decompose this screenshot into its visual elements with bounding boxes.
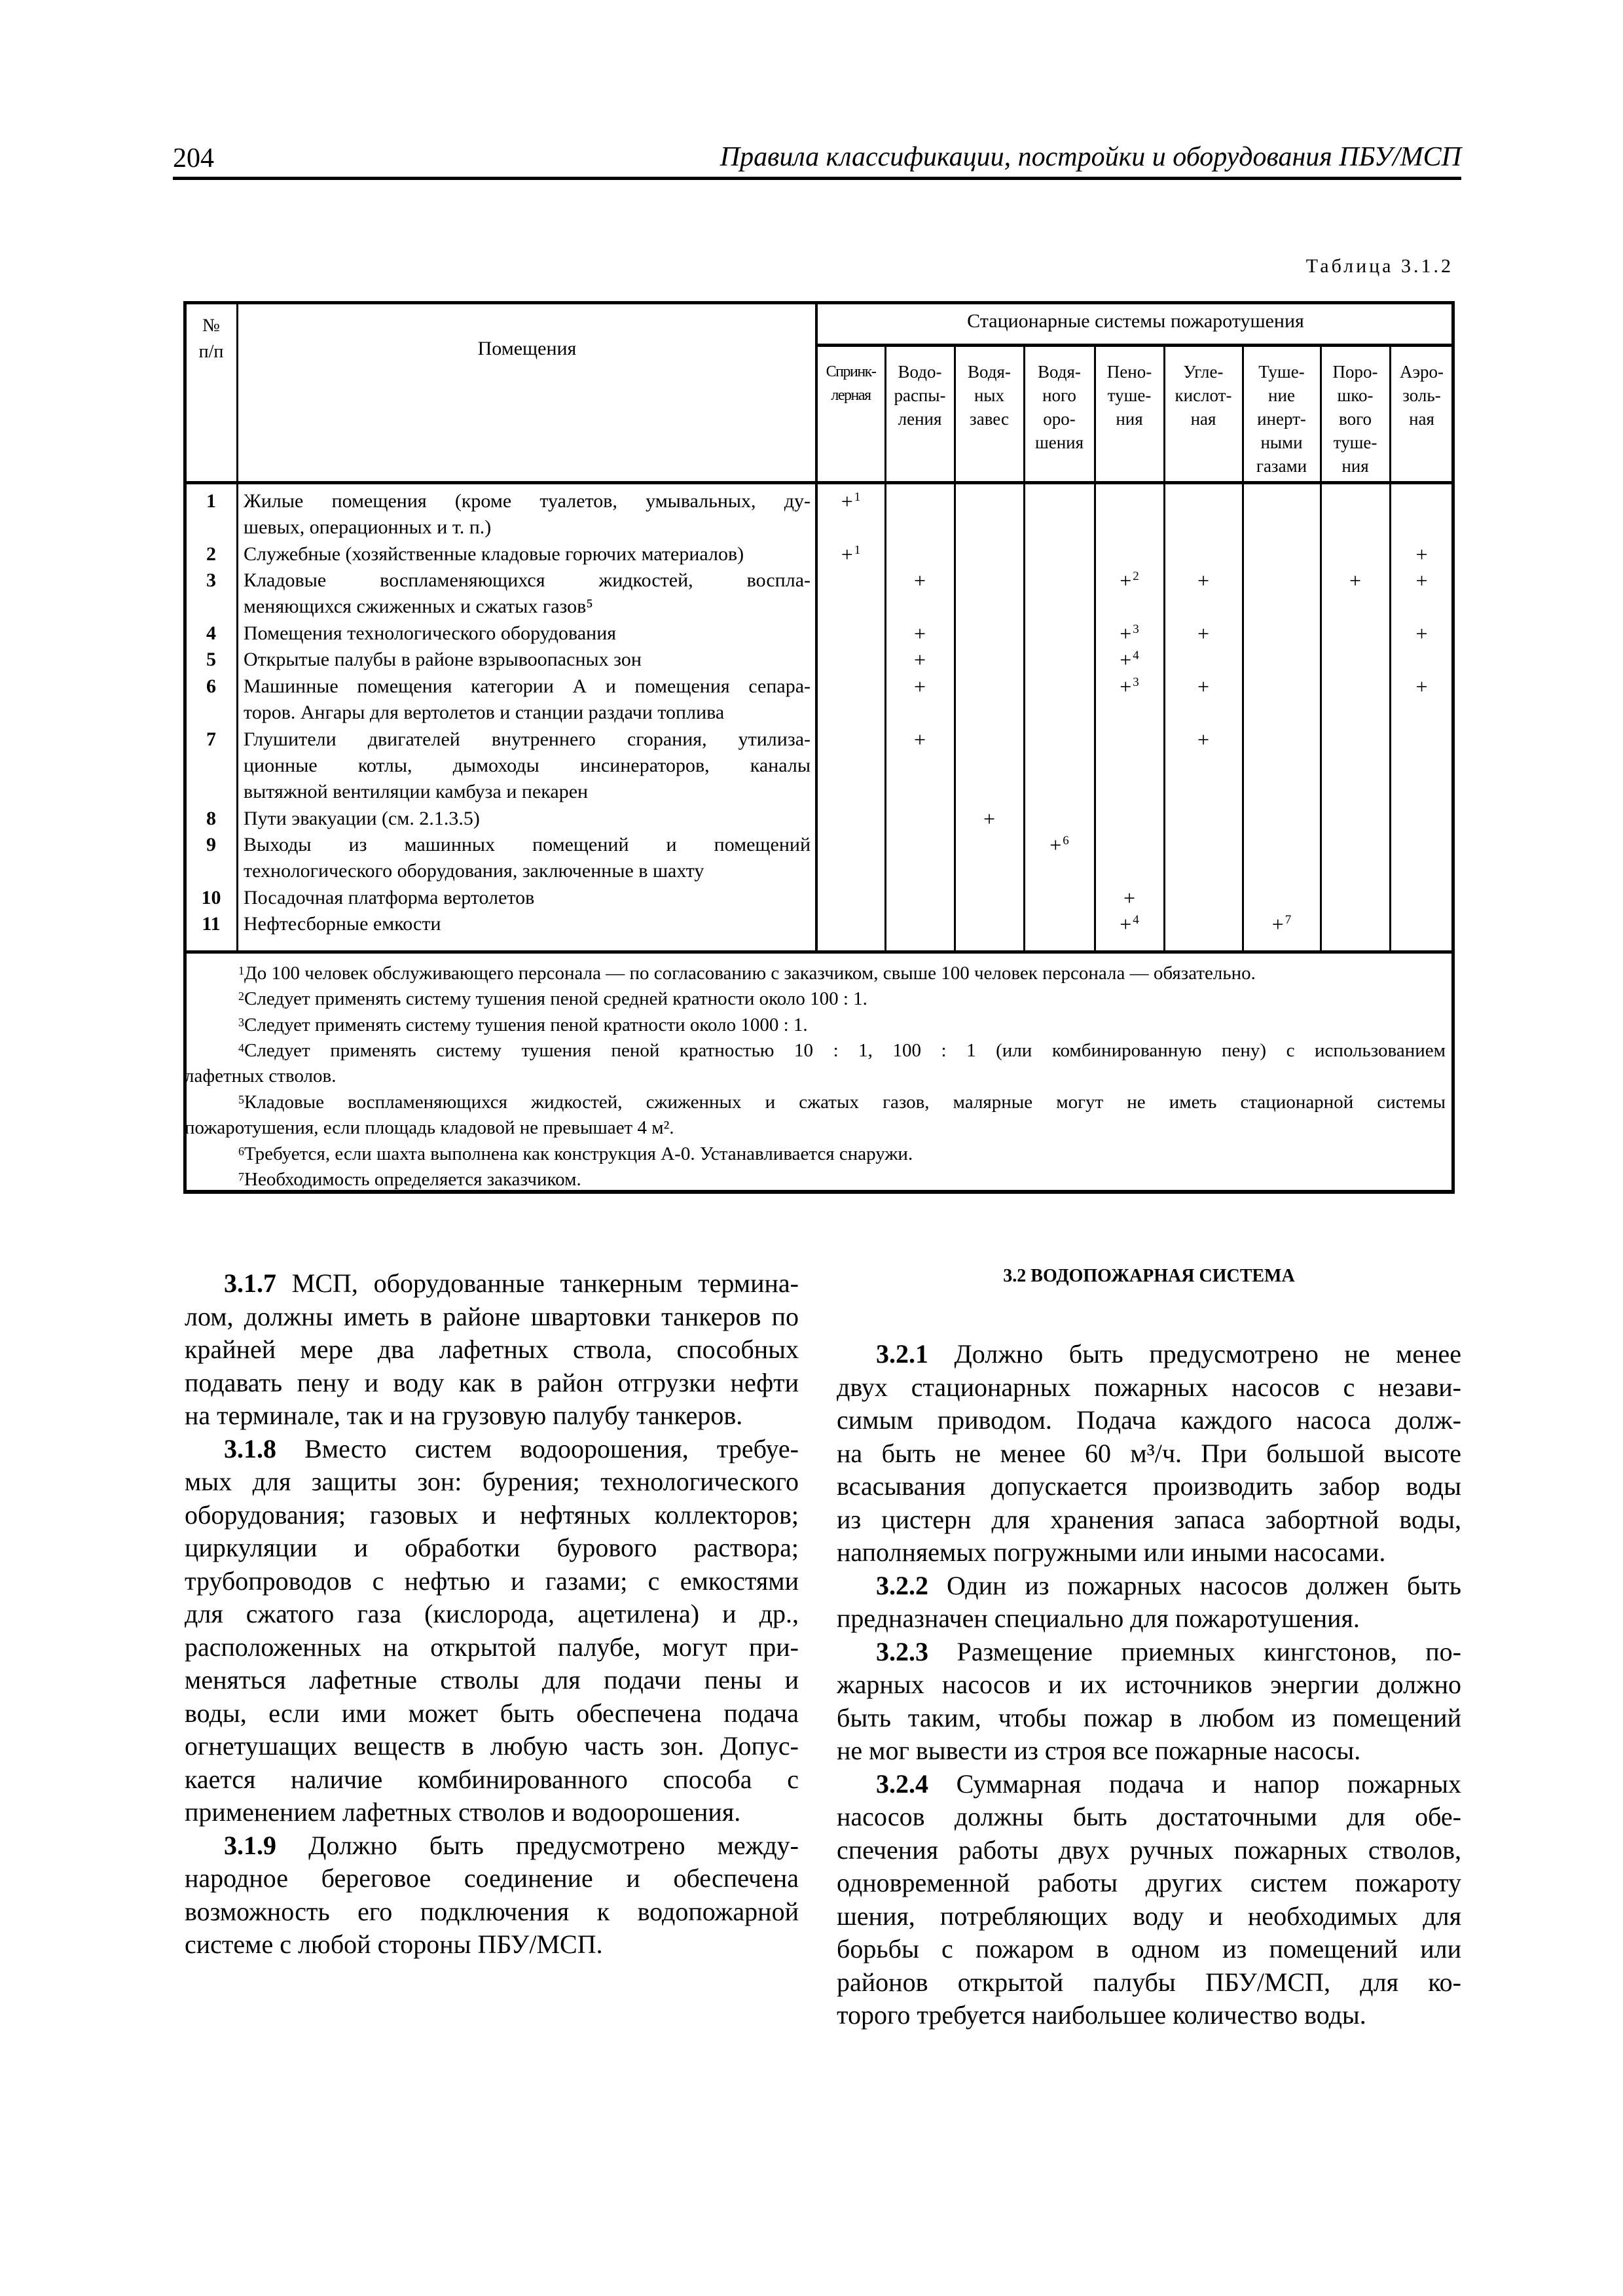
- col-divider: [1023, 345, 1025, 952]
- row-text-line: шевых, операционных и т. п.): [244, 516, 492, 538]
- paragraph-number: 3.1.7: [224, 1268, 276, 1298]
- row-text-line: Открытые палубы в районе взрывоопасных зон: [244, 649, 642, 671]
- paragraph-line: [185, 1267, 799, 1300]
- header-rule: [173, 177, 1461, 180]
- mark-symbol: +: [913, 622, 926, 645]
- column-header-line: ния: [1341, 456, 1369, 476]
- paragraph: [185, 1267, 799, 1433]
- mark-symbol: +: [841, 542, 853, 566]
- column-header: [885, 360, 955, 431]
- running-title: Правила классификации, постройки и оборудования ПБУ/МСП: [720, 142, 1461, 172]
- footnote: [185, 1090, 1446, 1141]
- paragraph-line: [185, 1433, 799, 1466]
- mark-symbol: +: [1120, 622, 1132, 645]
- mark-symbol: +: [1197, 727, 1210, 751]
- paragraph-line: [185, 1532, 799, 1565]
- column-header-line: распы-: [894, 386, 946, 405]
- footnote-line: [192, 1141, 1446, 1167]
- row-text-line: вытяжной вентиляции камбуза и пекарен: [244, 780, 589, 802]
- paragraph-line: [837, 1338, 1461, 1371]
- system-mark: [1095, 911, 1164, 937]
- row-number: 10: [201, 887, 221, 908]
- paragraph-number: 3.2.1: [876, 1339, 928, 1369]
- system-mark: [1164, 726, 1243, 753]
- paragraph-text: из цистерн для хранения запаса забортной воды,: [837, 1504, 1461, 1534]
- paragraph-text: жарных насосов и их источников энергии должно: [837, 1670, 1461, 1699]
- mark-symbol: +: [1415, 542, 1428, 566]
- column-header-line: ных: [974, 386, 1005, 405]
- mark-footnote-ref: 1: [854, 490, 861, 504]
- paragraph: [837, 1768, 1461, 2032]
- system-mark: [816, 488, 885, 514]
- column-header-line: туше-: [1333, 433, 1377, 452]
- paragraph-line: [837, 1602, 1461, 1636]
- column-header: [1095, 360, 1164, 431]
- column-header-line: оро-: [1043, 409, 1076, 429]
- mark-footnote-ref: 3: [1133, 675, 1139, 689]
- paragraph-text: Должно быть предусмотрено не менее: [954, 1339, 1461, 1369]
- paragraph-text: всасывания допускается производить забор воды: [837, 1471, 1461, 1501]
- paragraph-line: [185, 1598, 799, 1631]
- column-header-line: завес: [970, 409, 1009, 429]
- paragraph-text: кается наличие комбинированного способа с: [185, 1764, 799, 1794]
- paragraph-text: Должно быть предусмотрено между-: [308, 1830, 799, 1860]
- paragraph-text: двух стационарных пожарных насосов с незави-: [837, 1372, 1461, 1402]
- column-header: [816, 360, 885, 407]
- paragraph-line: [185, 1631, 799, 1664]
- paragraph-line: [837, 1900, 1461, 1933]
- paragraph-text: возможность его подключения к водопожарной: [185, 1896, 799, 1926]
- mark-symbol: +: [913, 569, 926, 593]
- footnote-line: [185, 1115, 1446, 1141]
- paragraph-text: Один из пожарных насосов должен быть: [946, 1570, 1461, 1600]
- footnote-text: Кладовые воспламеняющихся жидкостей, сжиженных и сжатых газов, малярные могут не иметь стационарной системы: [244, 1092, 1446, 1113]
- row-room-name: [244, 567, 811, 620]
- footnote-number: 2: [238, 990, 244, 1003]
- system-mark: [885, 726, 955, 753]
- row-number: 7: [206, 728, 216, 750]
- column-header: [955, 360, 1024, 431]
- mark-footnote-ref: 4: [1133, 913, 1139, 927]
- mark-symbol: +: [1120, 648, 1132, 672]
- paragraph-text: торого требуется наибольшее количество воды.: [837, 2000, 1366, 2030]
- column-header-line: туше-: [1107, 386, 1152, 405]
- footnote: [192, 1167, 1446, 1193]
- system-mark: [1164, 620, 1243, 647]
- room-header: Помещения: [477, 338, 577, 359]
- row-number: 1: [206, 490, 216, 512]
- mark-symbol: +: [983, 806, 996, 831]
- column-header-line: вого: [1339, 409, 1372, 429]
- row-number: 3: [206, 569, 216, 592]
- paragraph-line: [185, 1333, 799, 1367]
- column-header-line: ние: [1268, 386, 1295, 405]
- paragraph-text: трубопроводов с нефтью и газами; с емкостями: [185, 1566, 799, 1596]
- mark-symbol: +: [1120, 912, 1132, 937]
- row-text-line: Кладовые воспламеняющихся жидкостей, воспла-: [244, 569, 811, 592]
- row-room-name: [244, 726, 811, 805]
- column-header: [1164, 360, 1243, 431]
- paragraph-text: Суммарная подача и напор пожарных: [956, 1768, 1461, 1799]
- paragraph-text: подавать пену и воду как в район отгрузки нефти: [185, 1367, 799, 1397]
- paragraph-line: [837, 1536, 1461, 1570]
- mark-footnote-ref: 4: [1133, 649, 1139, 663]
- footnote-line: [185, 1064, 1446, 1089]
- paragraph-line: [837, 1371, 1461, 1405]
- col-divider: [1242, 345, 1244, 952]
- paragraph-line: [837, 1734, 1461, 1768]
- paragraph-line: [837, 1702, 1461, 1735]
- paragraph-line: [837, 1966, 1461, 2000]
- paragraph-line: [837, 1999, 1461, 2032]
- num-header-line: №: [202, 315, 220, 336]
- footnote-text: Следует применять систему тушения пеной средней кратности около 100 : 1.: [244, 988, 867, 1010]
- row-room-name: [244, 806, 811, 832]
- paragraph: [837, 1636, 1461, 1768]
- paragraph-line: [837, 1768, 1461, 1801]
- row-number: 2: [206, 543, 216, 565]
- system-mark: [955, 806, 1024, 832]
- group-header: Стационарные системы пожаротушения: [967, 310, 1304, 332]
- footnote-number: 3: [238, 1015, 244, 1029]
- num-header-line: п/п: [198, 342, 224, 362]
- paragraph-line: [837, 1867, 1461, 1900]
- header-bottom-rule: [183, 481, 1455, 484]
- column-header-line: Туше-: [1258, 362, 1305, 382]
- paragraph-text: огнетушащих веществ в любую часть зон. Допус-: [185, 1731, 799, 1761]
- paragraph-line: [185, 1862, 799, 1895]
- system-mark: [1390, 541, 1453, 567]
- system-mark: [1095, 673, 1164, 700]
- column-header-line: ными: [1260, 433, 1303, 452]
- paragraph-line: [185, 1697, 799, 1731]
- column-header-line: ная: [1409, 409, 1434, 429]
- paragraph-text: воды, если ими может быть обеспечена подача: [185, 1698, 799, 1728]
- mark-symbol: +: [1120, 569, 1132, 593]
- paragraph-line: [185, 1399, 799, 1433]
- paragraph-line: [185, 1829, 799, 1863]
- mark-symbol: +: [1415, 569, 1428, 593]
- paragraph-line: [837, 1834, 1461, 1867]
- paragraph-text: насосов должны быть достаточными для обе-: [837, 1802, 1461, 1831]
- row-text-line: Глушители двигателей внутреннего сгорания, утилиза-: [244, 728, 811, 750]
- paragraph-text: оборудования; газовых и нефтяных коллекторов;: [185, 1499, 799, 1530]
- footnote-line: [192, 961, 1446, 986]
- paragraph-line: [185, 1565, 799, 1598]
- column-header-line: газами: [1256, 456, 1307, 476]
- mark-footnote-ref: 3: [1133, 622, 1139, 636]
- footnote: [192, 961, 1446, 986]
- footnote-text: Следует применять систему тушения пеной кратности около 1000 : 1.: [244, 1014, 808, 1035]
- footnote-text: Необходимость определяется заказчиком.: [244, 1169, 581, 1191]
- paragraph-text: не мог вывести из строя все пожарные насосы.: [837, 1736, 1361, 1765]
- paragraph-text: лом, должны иметь в районе швартовки танкеров по: [185, 1301, 799, 1331]
- paragraph-line: [185, 1499, 799, 1532]
- mark-symbol: +: [1049, 833, 1062, 857]
- mark-symbol: +: [1415, 622, 1428, 645]
- row-room-name: [244, 620, 811, 647]
- row-number: 8: [206, 807, 216, 829]
- footnote: [192, 1013, 1446, 1038]
- row-text-line: ционные котлы, дымоходы инсинераторов, каналы: [244, 754, 811, 776]
- row-room-name: [244, 647, 811, 673]
- footnote-text: пожаротушения, если площадь кладовой не превышает 4 м².: [185, 1117, 674, 1138]
- paragraph-line: [837, 1636, 1461, 1669]
- footnote-text: Требуется, если шахта выполнена как конструкция А-0. Устанавливается снаружи.: [244, 1143, 913, 1164]
- row-text-line: Нефтесборные емкости: [244, 913, 441, 935]
- column-header-line: инерт-: [1257, 409, 1306, 429]
- mark-symbol: +: [1120, 674, 1132, 698]
- footnote-number: 4: [238, 1041, 244, 1055]
- footnote-text: До 100 человек обслуживающего персонала — по согласованию с заказчиком, свыше 100 человек персонала — обязательно.: [244, 963, 1256, 984]
- footnote-text: Следует применять систему тушения пеной кратностью 10 : 1, 100 : 1 (или комбинированную пену) с использованием: [244, 1040, 1446, 1062]
- system-mark: [1095, 647, 1164, 673]
- column-header: [1243, 360, 1321, 478]
- col-divider: [1320, 345, 1322, 952]
- paragraph-text: Вместо систем водоорошения, требуе-: [304, 1433, 799, 1463]
- column-header-line: Аэро-: [1399, 362, 1444, 382]
- table-caption: Таблица 3.1.2: [1305, 255, 1453, 277]
- mark-symbol: +: [913, 648, 926, 672]
- paragraph-text: на быть не менее 60 м³/ч. При большой высоте: [837, 1438, 1461, 1468]
- paragraph-line: [185, 1465, 799, 1499]
- column-header: [1321, 360, 1390, 478]
- column-header-line: ления: [898, 409, 942, 429]
- paragraph-line: [185, 1664, 799, 1697]
- column-header-line: ного: [1042, 386, 1076, 405]
- footnote-text: лафетных стволов.: [185, 1066, 337, 1087]
- paragraph-line: [185, 1763, 799, 1797]
- paragraph-text: Размещение приемных кингстонов, по-: [957, 1636, 1461, 1666]
- mark-symbol: +: [1197, 569, 1210, 593]
- footnote-line: [192, 1038, 1446, 1064]
- system-mark: [1321, 567, 1390, 594]
- mark-symbol: +: [1197, 674, 1210, 698]
- footnote-line: [192, 986, 1446, 1012]
- mark-symbol: +: [1271, 912, 1284, 937]
- paragraph-number: 3.2.4: [876, 1768, 928, 1799]
- mark-symbol: +: [1123, 886, 1136, 910]
- column-header-line: Спринк-: [826, 363, 876, 380]
- row-room-name: [244, 541, 811, 567]
- mark-footnote-ref: 2: [1133, 569, 1139, 584]
- paragraph-number: 3.1.9: [224, 1830, 276, 1860]
- mark-symbol: +: [1415, 674, 1428, 698]
- row-text-line: меняющихся сжиженных и сжатых газов⁵: [244, 596, 593, 618]
- paragraph-line: [185, 1367, 799, 1400]
- footnote: [185, 1038, 1446, 1089]
- paragraph: [185, 1829, 799, 1962]
- num-header: [185, 313, 238, 365]
- footnote-number: 1: [238, 964, 244, 977]
- paragraph-text: наполняемых погружными или иными насосами.: [837, 1537, 1386, 1567]
- paragraph-text: системе с любой стороны ПБУ/МСП.: [185, 1929, 603, 1959]
- table-border-top: [183, 301, 1455, 304]
- row-number: 9: [206, 834, 216, 856]
- mark-symbol: +: [841, 490, 853, 513]
- paragraph-text: народное береговое соединение и обеспечена: [185, 1863, 799, 1893]
- system-mark: [1390, 620, 1453, 647]
- footnote-number: 7: [238, 1170, 244, 1184]
- mark-footnote-ref: 6: [1063, 834, 1069, 848]
- row-text-line: Помещения технологического оборудования: [244, 622, 617, 644]
- row-room-name: [244, 885, 811, 911]
- col-divider: [1389, 345, 1391, 952]
- paragraph-line: [837, 1470, 1461, 1503]
- paragraph-line: [185, 1895, 799, 1929]
- paragraph-text: меняться лафетные стволы для подачи пены и: [185, 1665, 799, 1695]
- page-number: 204: [173, 143, 214, 173]
- row-room-name: [244, 673, 811, 726]
- mark-footnote-ref: 7: [1285, 913, 1292, 927]
- row-text-line: технологического оборудования, заключенные в шахту: [244, 860, 704, 882]
- system-mark: [1164, 673, 1243, 700]
- paragraph-text: мых для защиты зон: бурения; технологического: [185, 1467, 799, 1496]
- paragraph-text: шения, потребляющих воду и необходимых для: [837, 1901, 1461, 1931]
- row-number: 4: [206, 622, 216, 644]
- paragraph-text: для сжатого газа (кислорода, ацетилена) и др.,: [185, 1599, 799, 1628]
- row-room-name: [244, 911, 811, 937]
- system-mark: [816, 541, 885, 567]
- paragraph-text: на терминале, так и на грузовую палубу танкеров.: [185, 1401, 743, 1430]
- paragraph-text: одновременной работы других систем пожароту: [837, 1868, 1461, 1897]
- column-header-line: шко-: [1337, 386, 1374, 405]
- paragraph-text: циркуляции и обработки бурового раствора;: [185, 1533, 799, 1562]
- paragraph-line: [837, 1801, 1461, 1834]
- body-bottom-rule: [183, 950, 1455, 954]
- mark-symbol: +: [913, 674, 926, 698]
- row-text-line: Пути эвакуации (см. 2.1.3.5): [244, 807, 480, 829]
- column-header-line: Водо-: [898, 362, 942, 382]
- paragraph-text: МСП, оборудованные танкерным термина-: [291, 1268, 799, 1298]
- mark-symbol: +: [1349, 569, 1362, 593]
- section-heading: 3.2 ВОДОПОЖАРНАЯ СИСТЕМА: [1003, 1266, 1295, 1286]
- paragraph-text: спечения работы двух ручных пожарных стволов,: [837, 1835, 1461, 1865]
- paragraph-line: [837, 1570, 1461, 1603]
- system-mark: [1243, 911, 1321, 937]
- system-mark: [885, 647, 955, 673]
- column-header-line: ная: [1190, 409, 1216, 429]
- system-mark: [885, 673, 955, 700]
- footnote: [192, 1141, 1446, 1167]
- paragraph-line: [185, 1730, 799, 1763]
- paragraph-line: [185, 1928, 799, 1962]
- system-mark: [1390, 567, 1453, 594]
- column-header-line: лерная: [831, 387, 871, 404]
- paragraph-line: [185, 1300, 799, 1334]
- footnote: [192, 986, 1446, 1012]
- system-mark: [1024, 832, 1095, 858]
- column-header-line: Угле-: [1183, 362, 1224, 382]
- mark-footnote-ref: 1: [854, 543, 861, 557]
- mark-symbol: +: [913, 727, 926, 751]
- paragraph-text: борьбы с пожаром в одном из помещений или: [837, 1934, 1461, 1964]
- footnote-line: [192, 1167, 1446, 1193]
- paragraph-number: 3.1.8: [224, 1433, 276, 1463]
- paragraph-text: применением лафетных стволов и водоорошения.: [185, 1797, 741, 1827]
- footnote-number: 5: [238, 1093, 244, 1106]
- column-header-line: ния: [1116, 409, 1143, 429]
- paragraph-text: районов открытой палубы ПБУ/МСП, для ко-: [837, 1967, 1461, 1997]
- row-number: 11: [202, 913, 221, 935]
- footnote-number: 6: [238, 1144, 244, 1158]
- paragraph: [837, 1338, 1461, 1570]
- column-header: [1024, 360, 1095, 454]
- paragraph-line: [837, 1437, 1461, 1471]
- row-text-line: Машинные помещения категории А и помещения сепара-: [244, 675, 811, 697]
- row-room-name: [244, 832, 811, 884]
- column-header-line: Поро-: [1332, 362, 1378, 382]
- system-mark: [1095, 567, 1164, 594]
- row-text-line: торов. Ангары для вертолетов и станции раздачи топлива: [244, 701, 725, 723]
- paragraph-text: расположенных на открытой палубе, могут при-: [185, 1632, 799, 1662]
- system-mark: [1095, 885, 1164, 911]
- paragraph: [185, 1433, 799, 1829]
- column-header-line: кислот-: [1175, 386, 1232, 405]
- paragraph-line: [837, 1933, 1461, 1966]
- group-header-rule: [816, 344, 1453, 347]
- paragraph-number: 3.2.3: [876, 1636, 928, 1666]
- system-mark: [885, 567, 955, 594]
- paragraph: [837, 1570, 1461, 1636]
- system-mark: [1095, 620, 1164, 647]
- column-header-line: золь-: [1402, 386, 1441, 405]
- row-number: 6: [206, 675, 216, 697]
- footnote-line: [192, 1013, 1446, 1038]
- mark-symbol: +: [1197, 622, 1210, 645]
- row-number: 5: [206, 649, 216, 671]
- paragraph-text: крайней мере два лафетных ствола, способных: [185, 1335, 799, 1364]
- column-header-line: Водя-: [1038, 362, 1081, 382]
- paragraph-line: [185, 1796, 799, 1829]
- paragraph-line: [837, 1668, 1461, 1702]
- paragraph-text: предназначен специально для пожаротушения.: [837, 1604, 1360, 1633]
- paragraph-line: [837, 1503, 1461, 1537]
- system-mark: [1164, 567, 1243, 594]
- footnote-line: [192, 1090, 1446, 1115]
- system-mark: [885, 620, 955, 647]
- row-text-line: Служебные (хозяйственные кладовые горючих материалов): [244, 543, 744, 565]
- column-header-line: шения: [1034, 433, 1084, 452]
- system-mark: [1390, 673, 1453, 700]
- row-text-line: Посадочная платформа вертолетов: [244, 887, 535, 908]
- column-header-line: Пено-: [1106, 362, 1152, 382]
- table-border-right: [1451, 301, 1455, 1194]
- paragraph-text: симым приводом. Подача каждого насоса долж-: [837, 1405, 1461, 1435]
- paragraph-text: быть таким, чтобы пожар в любом из помещений: [837, 1702, 1461, 1732]
- row-text-line: Выходы из машинных помещений и помещений: [244, 834, 811, 856]
- row-room-name: [244, 488, 811, 541]
- column-header-line: Водя-: [968, 362, 1011, 382]
- paragraph-number: 3.2.2: [876, 1570, 928, 1600]
- column-header: [1390, 360, 1453, 431]
- row-text-line: Жилые помещения (кроме туалетов, умывальных, ду-: [244, 490, 811, 512]
- paragraph-line: [837, 1404, 1461, 1437]
